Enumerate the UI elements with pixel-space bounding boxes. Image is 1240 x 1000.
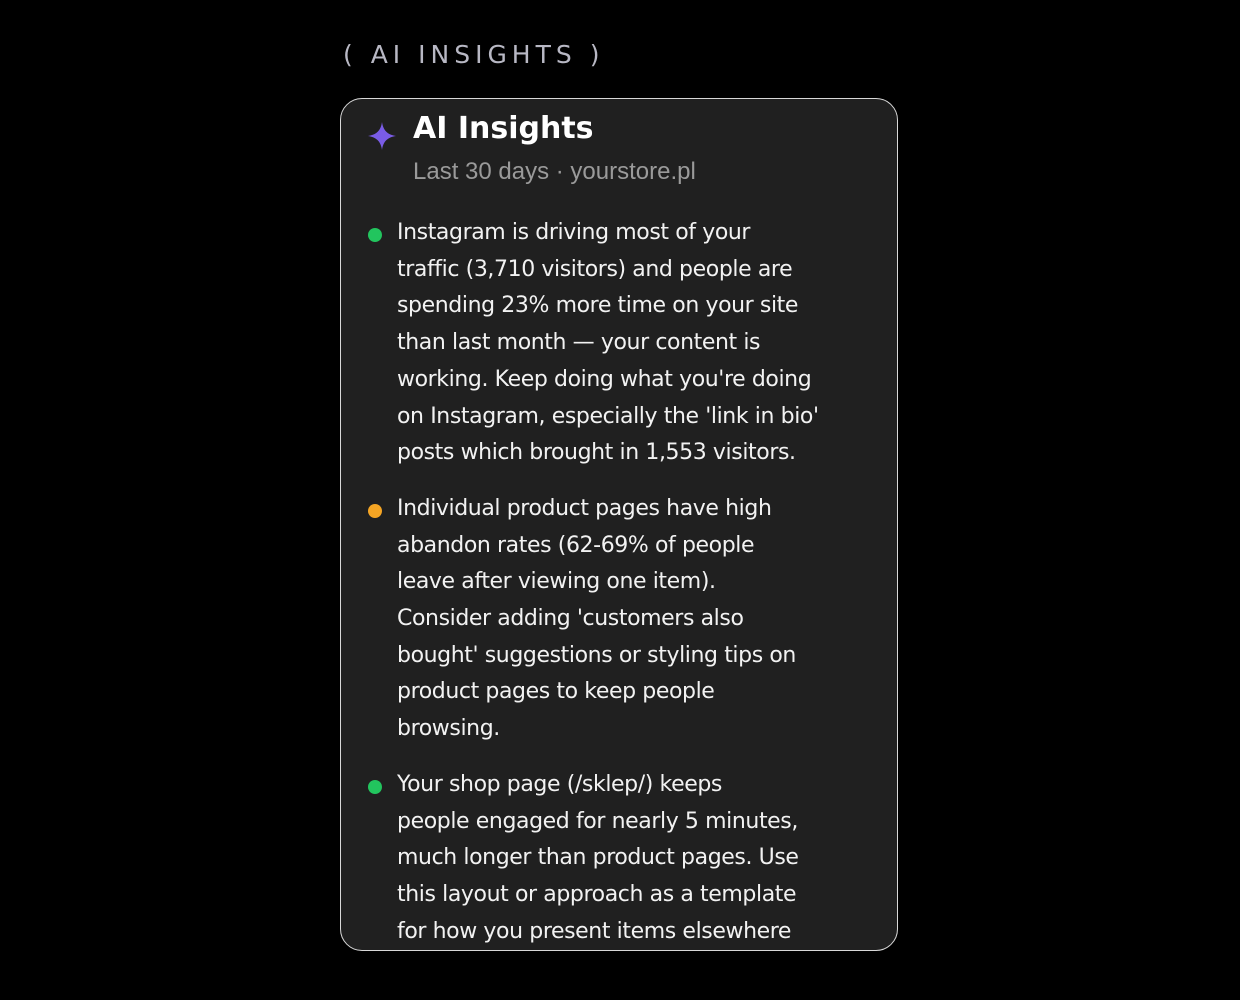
insight-line: Individual product pages have high bbox=[397, 495, 772, 521]
card-title: AI Insights bbox=[413, 111, 594, 146]
status-dot bbox=[368, 504, 382, 518]
insight-line: spending 23% more time on your site bbox=[397, 293, 799, 319]
insight-line: people engaged for nearly 5 minutes, bbox=[397, 808, 798, 834]
status-dot bbox=[368, 228, 382, 242]
insight-line: Instagram is driving most of your bbox=[397, 220, 751, 245]
insight-line: posts which brought in 1,553 visitors. bbox=[397, 440, 796, 466]
insight-line: browsing. bbox=[397, 716, 500, 742]
insight-text bbox=[397, 215, 875, 472]
sparkle-icon bbox=[367, 121, 397, 151]
insight-line: than last month — your content is bbox=[397, 330, 761, 356]
insight-line: working. Keep doing what you're doing bbox=[397, 366, 812, 392]
status-dot bbox=[368, 780, 382, 794]
card-subtitle: Last 30 days · yourstore.pl bbox=[413, 158, 696, 185]
card-header bbox=[341, 99, 897, 199]
insight-line: on Instagram, especially the 'link in bio' bbox=[397, 403, 819, 429]
insight-item bbox=[341, 491, 897, 748]
insight-line: Your shop page (/sklep/) keeps bbox=[397, 771, 722, 797]
insights-list bbox=[341, 215, 897, 951]
insight-line: this layout or approach as a template bbox=[397, 881, 797, 907]
insight-line: Consider adding 'customers also bbox=[397, 606, 744, 632]
insight-line: much longer than product pages. Use bbox=[397, 845, 799, 871]
ai-insights-card bbox=[340, 98, 898, 951]
insight-item bbox=[341, 215, 897, 472]
insight-line: for how you present items elsewhere bbox=[397, 918, 792, 944]
insight-line: bought' suggestions or styling tips on bbox=[397, 642, 796, 668]
insight-text bbox=[397, 491, 875, 748]
insight-item bbox=[341, 767, 897, 951]
section-label: ( AI INSIGHTS ) bbox=[343, 40, 605, 69]
insight-line: leave after viewing one item). bbox=[397, 569, 716, 595]
insight-line: product pages to keep people bbox=[397, 679, 715, 705]
insight-text bbox=[397, 767, 875, 951]
insight-line: abandon rates (62-69% of people bbox=[397, 532, 755, 558]
insight-line: traffic (3,710 visitors) and people are bbox=[397, 256, 793, 282]
